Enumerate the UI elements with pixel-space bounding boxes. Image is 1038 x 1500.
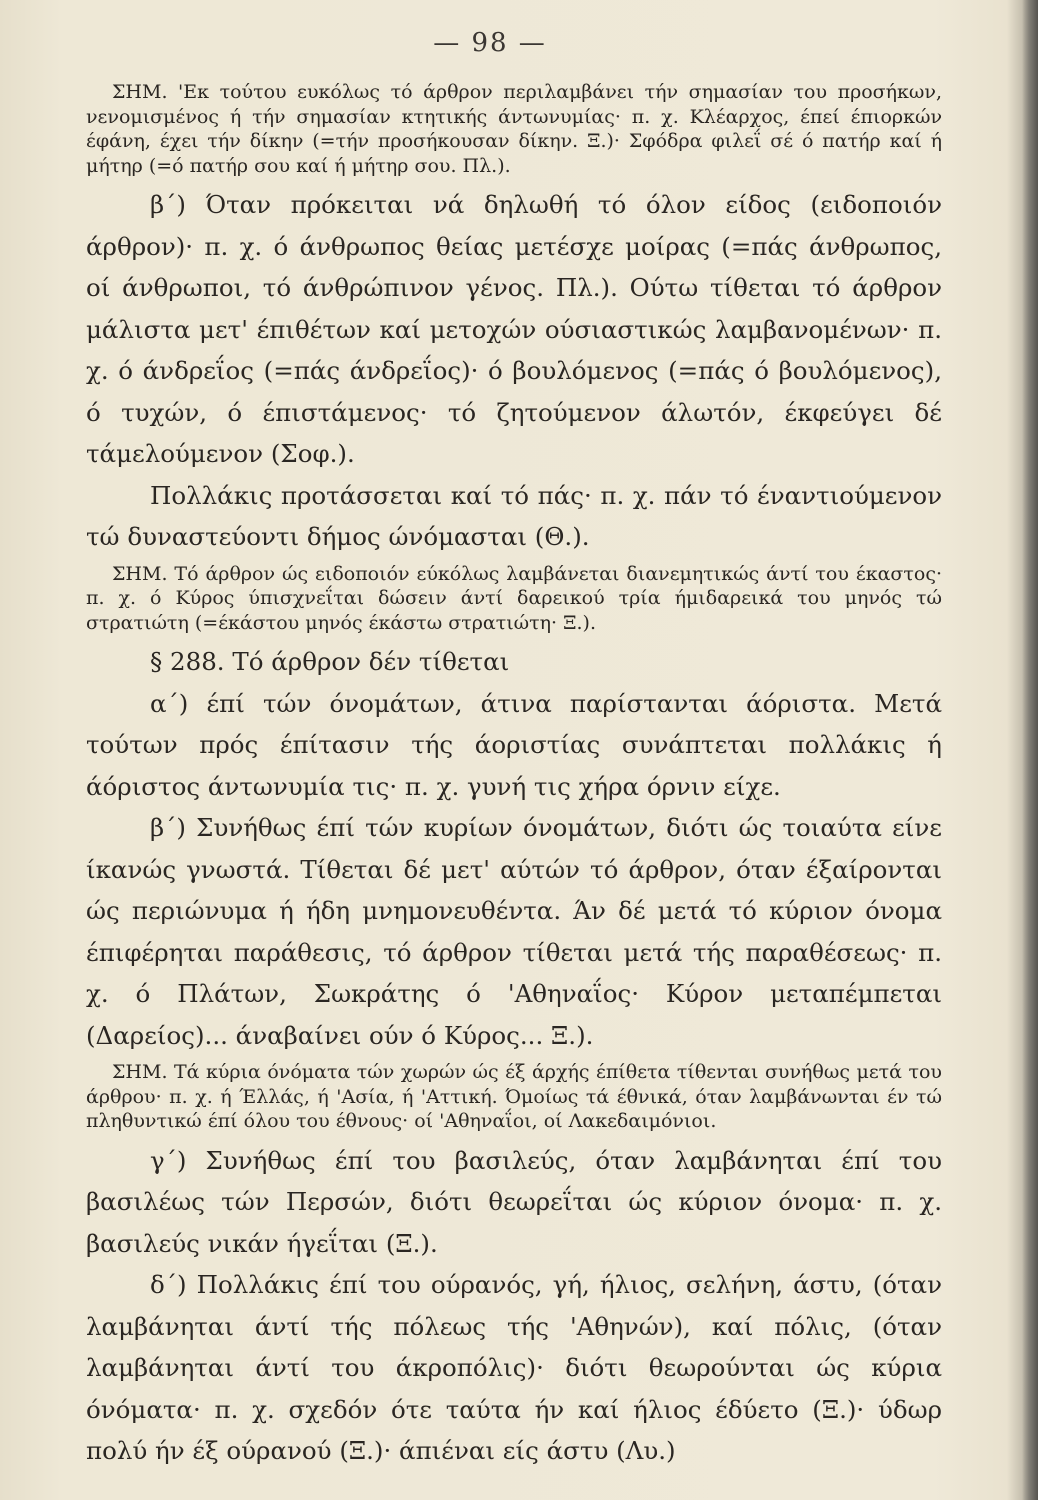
body-paragraph: α΄) έπί τών όνομάτων, άτινα παρίστανται άόριστα. Μετά τούτων πρός έπίτασιν τής άοριστίας συνάπτεται πολλάκις ή άόριστος άντωνυμία τις· π. χ. γυνή τις χήρα όρνιν είχε. (86, 688, 942, 801)
note-paragraph: ΣΗΜ. Τό άρθρον ώς ειδοποιόν εύκόλως λαμβάνεται διανεμητικώς άντί του έκαστος· π. χ. ό Κύρος ύπισχνεΐται δώσειν άντί δαρεικού τρία ήμιδαρεικά του μηνός τώ στρατιώτη (=έκάστου μηνός έκάστω στρατιώτη· Ξ.). (86, 562, 942, 634)
page-body (86, 80, 942, 1472)
note-paragraph: ΣΗΜ. Τά κύρια όνόματα τών χωρών ώς έξ άρχής έπίθετα τίθενται συνήθως μετά του άρθρου· π. χ. ή Έλλάς, ή 'Ασία, ή 'Αττική. Όμοίως τά έθνικά, όταν λαμβάνωνται έν τώ πληθυντικώ έπί όλου του έθνους· οί 'Αθηναΐοι, οί Λακεδαιμόνιοι. (86, 1061, 942, 1132)
note-paragraph: ΣΗΜ. 'Εκ τούτου ευκόλως τό άρθρον περιλαμβάνει τήν σημασίαν του προσήκων, νενομισμένος ή τήν σημασίαν κτητικής άντωνυμίας· π. χ. Κλέαρχος, έπεί έπιορκών έφάνη, έχει τήν δίκην (=τήν προσήκουσαν δίκην. Ξ.)· Σφόδρα φιλεΐ σέ ό πατήρ καί ή μήτηρ (=ό πατήρ σου καί ή μήτηρ σου. Πλ.). (86, 81, 942, 177)
page-edge-shadow (1022, 0, 1038, 1500)
body-paragraph: γ΄) Συνήθως έπί του βασιλεύς, όταν λαμβάνηται έπί του βασιλέως τών Περσών, διότι θεωρεΐται ώς κύριον όνομα· π. χ. βασιλεύς νικάν ήγεΐται (Ξ.). (86, 1145, 942, 1258)
body-paragraph: β΄) Συνήθως έπί τών κυρίων όνομάτων, διότι ώς τοιαύτα είνε ίκανώς γνωστά. Τίθεται δέ μετ' αύτών τό άρθρον, όταν έξαίρονται ώς περιώνυμα ή ήδη μνημονευθέντα. Άν δέ μετά τό κύριον όνομα έπιφέρηται παράθεσις, τό άρθρον τίθεται μετά τής παραθέσεως· π. χ. ό Πλάτων, Σωκράτης ό 'Αθηναΐος· Κύρον μεταπέμπεται (Δαρείος)... άναβαίνει ούν ό Κύρος... Ξ.). (86, 813, 942, 1050)
section-heading: § 288. Τό άρθρον δέν τίθεται (150, 647, 510, 676)
body-paragraph: δ΄) Πολλάκις έπί του ούρανός, γή, ήλιος, σελήνη, άστυ, (όταν λαμβάνηται άντί τής πόλεως τής 'Αθηνών), καί πόλις, (όταν λαμβάνηται άντί του άκροπόλις)· διότι θεωρούνται ώς κύρια όνόματα· π. χ. σχεδόν ότε ταύτα ήν καί ήλιος έδύετο (Ξ.)· ύδωρ πολύ ήν έξ ούρανού (Ξ.)· άπιέναι είς άστυ (Λυ.) (86, 1270, 942, 1465)
page-number: — 98 — (433, 28, 547, 58)
body-paragraph: β΄) Όταν πρόκειται νά δηλωθή τό όλον είδος (ειδοποιόν άρθρον)· π. χ. ό άνθρωπος θείας μετέσχε μοίρας (=πάς άνθρωπος, οί άνθρωποι, τό άνθρώπινον γένος. Πλ.). Ούτω τίθεται τό άρθρον μάλιστα μετ' έπιθέτων καί μετοχών ούσιαστικώς λαμβανομένων· π. χ. ό άνδρεΐος (=πάς άνδρεΐος)· ό βουλόμενος (=πάς ό βουλόμενος), ό τυχών, ό έπιστάμενος· τό ζητούμενον άλωτόν, έκφεύγει δέ τάμελούμενον (Σοφ.). (86, 190, 942, 468)
body-paragraph: Πολλάκις προτάσσεται καί τό πάς· π. χ. πάν τό έναντιούμενον τώ δυναστεύοντι δήμος ώνόμασται (Θ.). (86, 480, 942, 551)
